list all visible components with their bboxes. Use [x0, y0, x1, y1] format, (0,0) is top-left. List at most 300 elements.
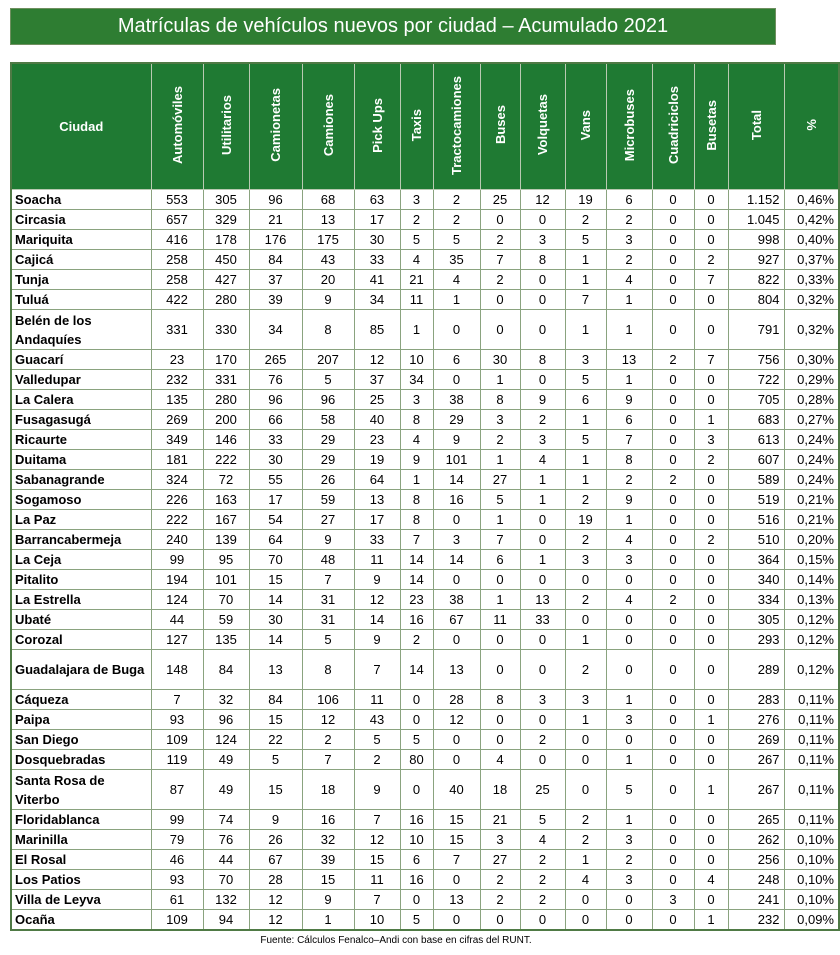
- value-cell: 0: [652, 690, 694, 710]
- value-cell: 427: [203, 270, 249, 290]
- city-cell: Pitalito: [11, 570, 151, 590]
- total-cell: 804: [728, 290, 784, 310]
- value-cell: 3: [565, 690, 606, 710]
- value-cell: 34: [354, 290, 400, 310]
- value-cell: 6: [606, 410, 652, 430]
- value-cell: 324: [151, 470, 203, 490]
- value-cell: 330: [203, 310, 249, 350]
- total-cell: 334: [728, 590, 784, 610]
- value-cell: 1: [694, 770, 728, 810]
- value-cell: 0: [565, 730, 606, 750]
- value-cell: 119: [151, 750, 203, 770]
- total-cell: 613: [728, 430, 784, 450]
- value-cell: 553: [151, 190, 203, 210]
- city-cell: Guacarí: [11, 350, 151, 370]
- value-cell: 207: [302, 350, 354, 370]
- column-header: [694, 63, 728, 190]
- value-cell: 0: [400, 770, 433, 810]
- value-cell: 59: [302, 490, 354, 510]
- value-cell: 6: [400, 850, 433, 870]
- value-cell: 55: [249, 470, 302, 490]
- value-cell: 4: [480, 750, 520, 770]
- value-cell: 109: [151, 730, 203, 750]
- value-cell: 0: [520, 530, 565, 550]
- value-cell: 16: [302, 810, 354, 830]
- value-cell: 305: [203, 190, 249, 210]
- value-cell: 13: [433, 890, 480, 910]
- value-cell: 14: [249, 590, 302, 610]
- table-row: [11, 310, 839, 350]
- column-header-label: Buses: [492, 105, 508, 145]
- value-cell: 178: [203, 230, 249, 250]
- value-cell: 9: [302, 890, 354, 910]
- value-cell: 9: [433, 430, 480, 450]
- value-cell: 13: [354, 490, 400, 510]
- value-cell: 68: [302, 190, 354, 210]
- city-cell: Corozal: [11, 630, 151, 650]
- column-header: [302, 63, 354, 190]
- total-cell: 262: [728, 830, 784, 850]
- value-cell: 2: [480, 230, 520, 250]
- value-cell: 0: [520, 270, 565, 290]
- value-cell: 2: [400, 210, 433, 230]
- value-cell: 30: [249, 610, 302, 630]
- column-header: [520, 63, 565, 190]
- value-cell: 9: [606, 390, 652, 410]
- value-cell: 1: [565, 470, 606, 490]
- percent-cell: 0,46%: [784, 190, 839, 210]
- value-cell: 79: [151, 830, 203, 850]
- table-row: [11, 450, 839, 470]
- value-cell: 1: [433, 290, 480, 310]
- value-cell: 0: [400, 690, 433, 710]
- value-cell: 20: [302, 270, 354, 290]
- value-cell: 0: [606, 890, 652, 910]
- city-cell: La Calera: [11, 390, 151, 410]
- value-cell: 99: [151, 550, 203, 570]
- value-cell: 7: [480, 250, 520, 270]
- value-cell: 0: [520, 750, 565, 770]
- table-row: [11, 190, 839, 210]
- value-cell: 46: [151, 850, 203, 870]
- total-cell: 256: [728, 850, 784, 870]
- value-cell: 7: [480, 530, 520, 550]
- value-cell: 0: [433, 750, 480, 770]
- value-cell: 11: [354, 870, 400, 890]
- value-cell: 14: [354, 610, 400, 630]
- table-row: [11, 430, 839, 450]
- value-cell: 49: [203, 750, 249, 770]
- value-cell: 1: [606, 510, 652, 530]
- value-cell: 0: [652, 850, 694, 870]
- value-cell: 17: [354, 510, 400, 530]
- percent-cell: 0,37%: [784, 250, 839, 270]
- value-cell: 8: [480, 390, 520, 410]
- value-cell: 0: [694, 630, 728, 650]
- value-cell: 0: [565, 770, 606, 810]
- value-cell: 61: [151, 890, 203, 910]
- value-cell: 101: [433, 450, 480, 470]
- value-cell: 67: [433, 610, 480, 630]
- value-cell: 2: [694, 250, 728, 270]
- value-cell: 19: [565, 190, 606, 210]
- value-cell: 0: [565, 910, 606, 931]
- value-cell: 1: [565, 250, 606, 270]
- value-cell: 0: [652, 290, 694, 310]
- total-cell: 791: [728, 310, 784, 350]
- value-cell: 0: [520, 710, 565, 730]
- value-cell: 0: [606, 730, 652, 750]
- column-header-label: Automóviles: [169, 85, 185, 164]
- value-cell: 6: [480, 550, 520, 570]
- total-cell: 305: [728, 610, 784, 630]
- value-cell: 0: [694, 390, 728, 410]
- value-cell: 5: [302, 630, 354, 650]
- value-cell: 2: [480, 870, 520, 890]
- percent-cell: 0,15%: [784, 550, 839, 570]
- value-cell: 34: [400, 370, 433, 390]
- value-cell: 84: [249, 690, 302, 710]
- value-cell: 0: [606, 650, 652, 690]
- value-cell: 2: [606, 850, 652, 870]
- value-cell: 3: [565, 550, 606, 570]
- value-cell: 0: [694, 210, 728, 230]
- value-cell: 38: [433, 390, 480, 410]
- value-cell: 7: [433, 850, 480, 870]
- city-cell: Santa Rosa de Viterbo: [11, 770, 151, 810]
- value-cell: 23: [400, 590, 433, 610]
- column-header: [606, 63, 652, 190]
- percent-cell: 0,13%: [784, 590, 839, 610]
- value-cell: 0: [565, 750, 606, 770]
- value-cell: 8: [520, 350, 565, 370]
- total-cell: 283: [728, 690, 784, 710]
- value-cell: 10: [400, 350, 433, 370]
- value-cell: 4: [433, 270, 480, 290]
- city-cell: Mariquita: [11, 230, 151, 250]
- value-cell: 3: [520, 230, 565, 250]
- value-cell: 43: [354, 710, 400, 730]
- value-cell: 29: [302, 450, 354, 470]
- value-cell: 33: [354, 250, 400, 270]
- city-cell: Fusagasugá: [11, 410, 151, 430]
- percent-cell: 0,12%: [784, 630, 839, 650]
- value-cell: 9: [302, 530, 354, 550]
- value-cell: 0: [520, 370, 565, 390]
- percent-cell: 0,28%: [784, 390, 839, 410]
- city-cell: Los Patios: [11, 870, 151, 890]
- value-cell: 12: [354, 830, 400, 850]
- city-cell: Barrancabermeja: [11, 530, 151, 550]
- value-cell: 0: [480, 310, 520, 350]
- column-header-label: Busetas: [703, 99, 719, 151]
- value-cell: 13: [433, 650, 480, 690]
- table-row: [11, 870, 839, 890]
- value-cell: 1: [694, 410, 728, 430]
- table-row: [11, 570, 839, 590]
- value-cell: 63: [354, 190, 400, 210]
- value-cell: 1: [400, 310, 433, 350]
- value-cell: 59: [203, 610, 249, 630]
- value-cell: 1: [565, 450, 606, 470]
- value-cell: 40: [433, 770, 480, 810]
- value-cell: 4: [520, 450, 565, 470]
- value-cell: 2: [694, 450, 728, 470]
- total-cell: 1.045: [728, 210, 784, 230]
- value-cell: 1: [565, 270, 606, 290]
- city-cell: Paipa: [11, 710, 151, 730]
- value-cell: 0: [694, 230, 728, 250]
- value-cell: 0: [652, 410, 694, 430]
- value-cell: 146: [203, 430, 249, 450]
- value-cell: 8: [400, 510, 433, 530]
- value-cell: 7: [151, 690, 203, 710]
- value-cell: 0: [652, 610, 694, 630]
- value-cell: 280: [203, 290, 249, 310]
- value-cell: 93: [151, 870, 203, 890]
- value-cell: 0: [652, 630, 694, 650]
- value-cell: 41: [354, 270, 400, 290]
- registrations-table: [10, 62, 840, 931]
- value-cell: 2: [565, 530, 606, 550]
- column-header: [11, 63, 151, 190]
- column-header-label: Volquetas: [535, 94, 550, 156]
- city-cell: Sogamoso: [11, 490, 151, 510]
- value-cell: 1: [480, 450, 520, 470]
- total-cell: 232: [728, 910, 784, 931]
- city-cell: Belén de los Andaquíes: [11, 310, 151, 350]
- percent-cell: 0,11%: [784, 690, 839, 710]
- value-cell: 28: [433, 690, 480, 710]
- value-cell: 72: [203, 470, 249, 490]
- value-cell: 23: [151, 350, 203, 370]
- value-cell: 4: [400, 250, 433, 270]
- value-cell: 0: [652, 250, 694, 270]
- value-cell: 9: [249, 810, 302, 830]
- value-cell: 4: [606, 530, 652, 550]
- value-cell: 31: [302, 610, 354, 630]
- value-cell: 84: [203, 650, 249, 690]
- value-cell: 0: [652, 190, 694, 210]
- column-header-label: %: [803, 119, 819, 131]
- percent-cell: 0,20%: [784, 530, 839, 550]
- value-cell: 49: [203, 770, 249, 810]
- percent-cell: 0,10%: [784, 830, 839, 850]
- value-cell: 1: [520, 490, 565, 510]
- value-cell: 70: [203, 590, 249, 610]
- total-cell: 1.152: [728, 190, 784, 210]
- value-cell: 1: [302, 910, 354, 931]
- percent-cell: 0,21%: [784, 490, 839, 510]
- value-cell: 2: [520, 870, 565, 890]
- total-cell: 276: [728, 710, 784, 730]
- percent-cell: 0,10%: [784, 870, 839, 890]
- table-row: [11, 210, 839, 230]
- value-cell: 200: [203, 410, 249, 430]
- value-cell: 38: [433, 590, 480, 610]
- value-cell: 2: [480, 890, 520, 910]
- value-cell: 2: [652, 590, 694, 610]
- value-cell: 0: [652, 230, 694, 250]
- value-cell: 3: [606, 710, 652, 730]
- table-row: [11, 910, 839, 931]
- total-cell: 241: [728, 890, 784, 910]
- value-cell: 0: [694, 650, 728, 690]
- value-cell: 0: [480, 710, 520, 730]
- value-cell: 0: [694, 550, 728, 570]
- value-cell: 35: [433, 250, 480, 270]
- total-cell: 510: [728, 530, 784, 550]
- value-cell: 0: [520, 910, 565, 931]
- total-cell: 364: [728, 550, 784, 570]
- value-cell: 0: [520, 290, 565, 310]
- value-cell: 11: [400, 290, 433, 310]
- value-cell: 1: [480, 590, 520, 610]
- value-cell: 8: [606, 450, 652, 470]
- percent-cell: 0,11%: [784, 770, 839, 810]
- value-cell: 44: [151, 610, 203, 630]
- value-cell: 5: [400, 230, 433, 250]
- city-cell: Duitama: [11, 450, 151, 470]
- value-cell: 19: [565, 510, 606, 530]
- value-cell: 2: [694, 530, 728, 550]
- total-cell: 705: [728, 390, 784, 410]
- percent-cell: 0,10%: [784, 850, 839, 870]
- value-cell: 1: [565, 630, 606, 650]
- table-row: [11, 510, 839, 530]
- value-cell: 0: [520, 570, 565, 590]
- value-cell: 99: [151, 810, 203, 830]
- value-cell: 0: [652, 650, 694, 690]
- value-cell: 5: [354, 730, 400, 750]
- table-row: [11, 350, 839, 370]
- page-title: Matrículas de vehículos nuevos por ciudad – Acumulado 2021: [10, 8, 776, 45]
- column-header: [400, 63, 433, 190]
- value-cell: 5: [565, 430, 606, 450]
- total-cell: 822: [728, 270, 784, 290]
- value-cell: 0: [694, 370, 728, 390]
- value-cell: 7: [354, 810, 400, 830]
- value-cell: 2: [354, 750, 400, 770]
- percent-cell: 0,32%: [784, 310, 839, 350]
- column-header: [433, 63, 480, 190]
- value-cell: 0: [652, 210, 694, 230]
- value-cell: 1: [520, 470, 565, 490]
- value-cell: 7: [400, 530, 433, 550]
- percent-cell: 0,24%: [784, 450, 839, 470]
- table-container: [10, 62, 834, 931]
- value-cell: 3: [606, 230, 652, 250]
- percent-cell: 0,21%: [784, 510, 839, 530]
- percent-cell: 0,32%: [784, 290, 839, 310]
- value-cell: 2: [565, 210, 606, 230]
- value-cell: 34: [249, 310, 302, 350]
- percent-cell: 0,10%: [784, 890, 839, 910]
- column-header-label: Ciudad: [59, 119, 104, 134]
- value-cell: 30: [480, 350, 520, 370]
- value-cell: 5: [606, 770, 652, 810]
- column-header-label: Camionetas: [268, 88, 283, 162]
- column-header: [565, 63, 606, 190]
- value-cell: 9: [302, 290, 354, 310]
- city-cell: Cajicá: [11, 250, 151, 270]
- total-cell: 248: [728, 870, 784, 890]
- value-cell: 167: [203, 510, 249, 530]
- value-cell: 96: [249, 390, 302, 410]
- value-cell: 148: [151, 650, 203, 690]
- value-cell: 39: [249, 290, 302, 310]
- value-cell: 0: [433, 630, 480, 650]
- value-cell: 29: [433, 410, 480, 430]
- value-cell: 12: [354, 350, 400, 370]
- value-cell: 13: [302, 210, 354, 230]
- value-cell: 6: [433, 350, 480, 370]
- value-cell: 80: [400, 750, 433, 770]
- percent-cell: 0,24%: [784, 430, 839, 450]
- value-cell: 2: [302, 730, 354, 750]
- value-cell: 3: [652, 890, 694, 910]
- table-body: [11, 190, 839, 931]
- value-cell: 11: [480, 610, 520, 630]
- total-cell: 756: [728, 350, 784, 370]
- city-cell: Villa de Leyva: [11, 890, 151, 910]
- value-cell: 416: [151, 230, 203, 250]
- value-cell: 1: [565, 310, 606, 350]
- value-cell: 17: [249, 490, 302, 510]
- value-cell: 15: [433, 830, 480, 850]
- value-cell: 96: [249, 190, 302, 210]
- value-cell: 0: [480, 210, 520, 230]
- value-cell: 2: [433, 210, 480, 230]
- value-cell: 0: [694, 830, 728, 850]
- city-cell: Sabanagrande: [11, 470, 151, 490]
- value-cell: 258: [151, 250, 203, 270]
- value-cell: 26: [302, 470, 354, 490]
- value-cell: 240: [151, 530, 203, 550]
- value-cell: 0: [606, 910, 652, 931]
- percent-cell: 0,29%: [784, 370, 839, 390]
- value-cell: 2: [520, 730, 565, 750]
- value-cell: 30: [249, 450, 302, 470]
- value-cell: 25: [480, 190, 520, 210]
- table-row: [11, 590, 839, 610]
- value-cell: 9: [354, 770, 400, 810]
- value-cell: 19: [354, 450, 400, 470]
- value-cell: 170: [203, 350, 249, 370]
- value-cell: 37: [249, 270, 302, 290]
- value-cell: 4: [520, 830, 565, 850]
- city-cell: San Diego: [11, 730, 151, 750]
- value-cell: 12: [520, 190, 565, 210]
- value-cell: 124: [203, 730, 249, 750]
- column-header: [354, 63, 400, 190]
- percent-cell: 0,42%: [784, 210, 839, 230]
- value-cell: 1: [480, 510, 520, 530]
- value-cell: 0: [694, 750, 728, 770]
- city-cell: Valledupar: [11, 370, 151, 390]
- value-cell: 0: [652, 810, 694, 830]
- value-cell: 2: [565, 650, 606, 690]
- value-cell: 2: [565, 810, 606, 830]
- value-cell: 1: [565, 850, 606, 870]
- value-cell: 331: [151, 310, 203, 350]
- value-cell: 74: [203, 810, 249, 830]
- value-cell: 12: [354, 590, 400, 610]
- value-cell: 54: [249, 510, 302, 530]
- value-cell: 4: [565, 870, 606, 890]
- total-cell: 267: [728, 770, 784, 810]
- value-cell: 0: [433, 370, 480, 390]
